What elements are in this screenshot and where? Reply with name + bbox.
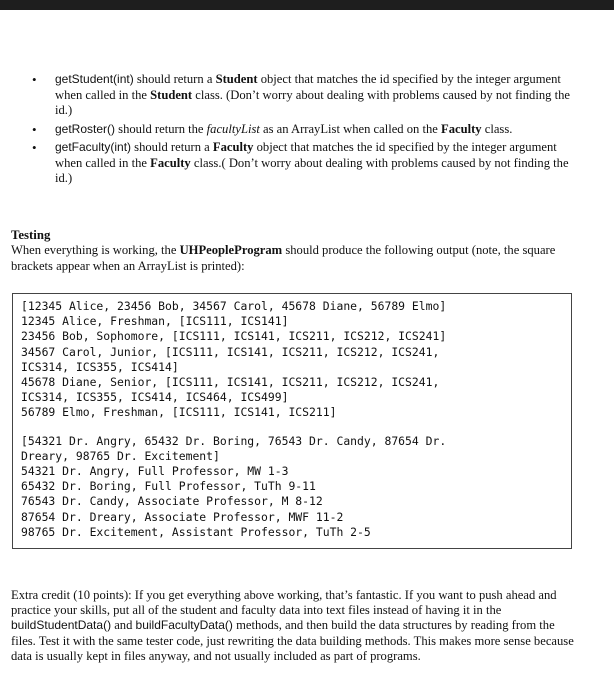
section-heading: Testing: [11, 228, 51, 242]
output-line: 56789 Elmo, Freshman, [ICS111, ICS141, ICS211]: [21, 405, 337, 420]
list-item: • getRoster() should return the facultyList as an ArrayList when called on the Faculty class.: [24, 122, 584, 138]
output-line: 45678 Diane, Senior, [ICS111, ICS141, ICS211, ICS212, ICS241,: [21, 375, 440, 390]
method-name: getStudent(int): [55, 72, 134, 86]
output-line: [54321 Dr. Angry, 65432 Dr. Boring, 76543 Dr. Candy, 87654 Dr.: [21, 433, 447, 448]
requirements-list: [24, 72, 584, 190]
expected-output-box: [12, 293, 572, 549]
output-line: ICS314, ICS355, ICS414, ICS464, ICS499]: [21, 390, 289, 405]
list-item: • getFaculty(int) should return a Faculty object that matches the id specified by the integer argument when called in the Faculty class.( Don’t worry about dealing with problems caused by not finding the id.): [24, 140, 584, 187]
output-line: 12345 Alice, Freshman, [ICS111, ICS141]: [21, 314, 289, 329]
method-name: buildStudentData(): [11, 618, 112, 633]
output-line: 65432 Dr. Boring, Full Professor, TuTh 9-11: [21, 479, 316, 494]
output-line: 87654 Dr. Dreary, Associate Professor, MWF 11-2: [21, 509, 344, 524]
method-name: getRoster(): [55, 121, 116, 136]
testing-paragraph: When everything is working, the UHPeopleProgram should produce the following output (note, the square brackets appear when an ArrayList is printed):: [11, 243, 556, 273]
extra-credit-paragraph: Extra credit (10 points): If you get everything above working, that’s fantastic. If you want to push ahead and practice your skills, put all of the student and faculty data into text files instead of having it in the buildStudentData() and buildFacultyData() methods, and then build the data structures by reading from the files. Test it with the same tester code, just rewriting the data building methods. This makes more sense because data is usually kept in files anyway, and not usually included as part of programs.: [11, 588, 574, 663]
output-line: 54321 Dr. Angry, Full Professor, MW 1-3: [21, 464, 289, 479]
blank-line: [21, 421, 563, 434]
output-line: Dreary, 98765 Dr. Excitement]: [21, 448, 220, 463]
output-line: [12345 Alice, 23456 Bob, 34567 Carol, 45678 Diane, 56789 Elmo]: [21, 299, 447, 313]
list-item: • getStudent(int) should return a Student object that matches the id specified by the integer argument when called in the Student class. (Don’t worry about dealing with problems caused by not finding the id.): [24, 72, 584, 119]
output-line: ICS314, ICS355, ICS414]: [21, 359, 179, 374]
output-line: 23456 Bob, Sophomore, [ICS111, ICS141, ICS211, ICS212, ICS241]: [21, 329, 447, 344]
method-name: getFaculty(int): [55, 140, 132, 154]
method-name: buildFacultyData(): [135, 618, 233, 633]
output-line: 76543 Dr. Candy, Associate Professor, M 8-12: [21, 494, 323, 509]
output-line: 98765 Dr. Excitement, Assistant Professor, TuTh 2-5: [21, 524, 371, 539]
output-line: 34567 Carol, Junior, [ICS111, ICS141, ICS211, ICS212, ICS241,: [21, 344, 440, 359]
top-bar: [0, 0, 614, 10]
